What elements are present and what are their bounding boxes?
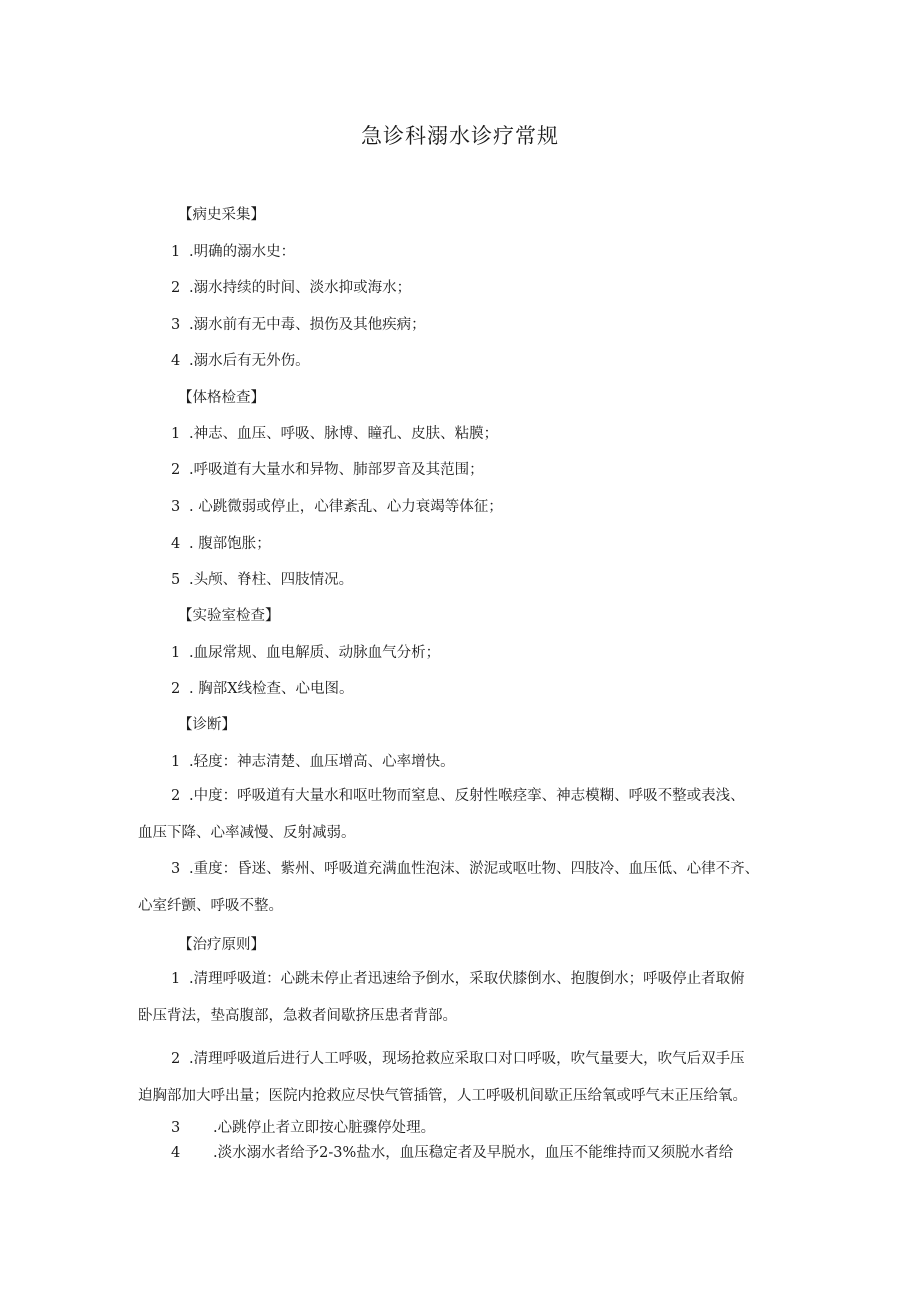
section-heading-physical-exam: 【体格检查】 xyxy=(178,390,265,406)
item-text: .明确的溺水史： xyxy=(189,244,296,260)
diagnosis-item-3 xyxy=(138,851,798,925)
item-text: .心跳停止者立即按心脏骤停处理。 xyxy=(213,1120,436,1136)
item-number: 2 xyxy=(171,1051,181,1067)
item-number: 4 xyxy=(171,1145,181,1161)
item-number: 1 xyxy=(171,754,181,770)
item-text: . 胸部X线检查、心电图。 xyxy=(189,681,354,697)
item-number: 2 xyxy=(171,280,181,296)
section-heading-diagnosis: 【诊断】 xyxy=(178,717,236,733)
document-title: 急诊科溺水诊疗常规 xyxy=(361,124,559,148)
treatment-item-3 xyxy=(171,1116,435,1137)
treatment-item-1 xyxy=(138,961,798,1035)
diagnosis-item-1 xyxy=(171,750,455,771)
exam-item-3 xyxy=(171,495,503,516)
item-text: .血尿常规、血电解质、动脉血气分析； xyxy=(189,645,441,661)
history-item-4 xyxy=(171,349,310,370)
item-text-continuation: 卧压背法，垫高腹部，急救者间歇挤压患者背部。 xyxy=(138,1008,457,1024)
item-text: . 腹部饱胀； xyxy=(189,536,271,552)
item-number: 1 xyxy=(171,645,181,661)
item-text: .轻度：神志清楚、血压增高、心率增快。 xyxy=(189,754,455,770)
item-number: 3 xyxy=(171,1120,181,1136)
exam-item-5 xyxy=(171,568,353,589)
item-number: 3 xyxy=(171,861,181,877)
item-number: 1 xyxy=(171,426,181,442)
item-number: 2 xyxy=(171,462,181,478)
item-text: .呼吸道有大量水和异物、肺部罗音及其范围； xyxy=(189,462,484,478)
item-text-continuation: 血压下降、心率减慢、反射减弱。 xyxy=(138,825,356,841)
diagnosis-item-2 xyxy=(138,778,798,852)
item-number: 3 xyxy=(171,499,181,515)
treatment-item-2 xyxy=(138,1041,798,1115)
item-number: 2 xyxy=(171,681,181,697)
history-item-1 xyxy=(171,240,295,261)
section-heading-lab-tests: 【实验室检查】 xyxy=(178,608,280,624)
item-text: .清理呼吸道后进行人工呼吸，现场抢救应采取口对口呼吸，吹气量要大，吹气后双手压 xyxy=(189,1051,745,1067)
item-text: .溺水持续的时间、淡水抑或海水； xyxy=(189,280,412,296)
item-number: 2 xyxy=(171,788,181,804)
item-text: .头颅、脊柱、四肢情况。 xyxy=(189,572,354,588)
item-text: .清理呼吸道：心跳未停止者迅速给予倒水，采取伏膝倒水、抱腹倒水；呼吸停止者取俯 xyxy=(189,971,745,987)
exam-item-1 xyxy=(171,422,498,443)
lab-item-2 xyxy=(171,677,354,698)
item-number: 4 xyxy=(171,353,181,369)
item-number: 4 xyxy=(171,536,181,552)
section-heading-treatment: 【治疗原则】 xyxy=(178,937,265,953)
item-text: .溺水前有无中毒、损伤及其他疾病； xyxy=(189,317,426,333)
item-text: .淡水溺水者给予2-3%盐水，血压稳定者及早脱水，血压不能维持而又须脱水者给 xyxy=(213,1145,734,1161)
section-heading-history: 【病史采集】 xyxy=(178,207,265,223)
item-text: .溺水后有无外伤。 xyxy=(189,353,310,369)
item-number: 3 xyxy=(171,317,181,333)
item-text: .神志、血压、呼吸、脉博、瞳孔、皮肤、粘膜； xyxy=(189,426,499,442)
lab-item-1 xyxy=(171,641,440,662)
item-text-continuation: 迫胸部加大呼出量；医院内抢救应尽快气管插管，人工呼吸机间歇正压给氧或呼气末正压给氧。 xyxy=(138,1088,747,1104)
item-number: 5 xyxy=(171,572,181,588)
item-number: 1 xyxy=(171,971,181,987)
history-item-3 xyxy=(171,313,426,334)
item-text: .重度：昏迷、紫州、呼吸道充满血性泡沫、淤泥或呕吐物、四肢冷、血压低、心律不齐、 xyxy=(189,861,760,877)
item-text: .中度：呼吸道有大量水和呕吐物而窒息、反射性喉痉挛、神志模糊、呼吸不整或表浅、 xyxy=(189,788,745,804)
item-number: 1 xyxy=(171,244,181,260)
history-item-2 xyxy=(171,276,411,297)
exam-item-2 xyxy=(171,458,484,479)
exam-item-4 xyxy=(171,532,271,553)
treatment-item-4 xyxy=(171,1141,733,1162)
item-text-continuation: 心室纤颤、呼吸不整。 xyxy=(138,898,283,914)
item-text: . 心跳微弱或停止，心律紊乱、心力衰竭等体征； xyxy=(189,499,503,515)
